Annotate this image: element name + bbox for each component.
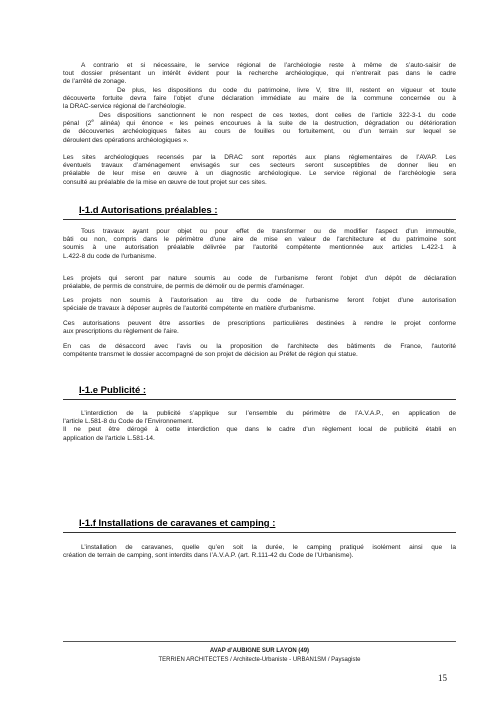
text-line: Les sites archéologiques recensés par la DRAC sont reportés aux plans réglementaires de l’AVAP. Les xyxy=(63,154,456,161)
text-line: de l’arrêté de zonage. xyxy=(63,78,127,86)
text-line: A contrario et si nécessaire, le service régional de l’archéologie reste à même de s’auto-saisir de xyxy=(81,62,456,69)
text-fragment: alinéa) qui énonce « les peines encourues à la suite de la destruction, dégradation ou détérioration xyxy=(93,120,456,128)
text-line: préalable de leur mise en œuvre à un diagnostic archéologique. Le service régional de l’archéologie sera xyxy=(63,170,456,178)
paragraph-travaux xyxy=(63,228,456,261)
text-line: De plus, les dispositions du code du patrimoine, livre V, titre III, restent en vigueur et toute xyxy=(117,87,456,94)
text-line: déroulent des opérations archéologiques ». xyxy=(63,136,189,144)
text-line: éventuels travaux d’aménagement envisagés sur ces secteurs seront susceptibles de donner lieu en xyxy=(63,162,456,170)
text-line: aux prescriptions du règlement de l'aire. xyxy=(63,328,179,336)
text-line: L.422-8 du code de l'urbanisme. xyxy=(63,252,157,260)
text-line: Des dispositions sanctionnent le non respect de ces textes, dont celles de l’article 322-3-1 du code xyxy=(99,112,456,119)
text-line: Il ne peut être dérogé à cette interdiction que dans le cadre d'un règlement local de publicité établi en xyxy=(63,426,456,434)
heading-text: I-1.e Publicité : xyxy=(79,385,147,396)
paragraph-desaccord xyxy=(63,343,456,359)
text-line: Tous travaux ayant pour objet ou pour effet de transformer ou de modifier l'aspect d'un immeuble, xyxy=(81,228,456,235)
page-number: 15 xyxy=(438,673,447,683)
section-heading-caravanes xyxy=(63,518,456,533)
text-line: Ces autorisations peuvent être assorties de prescriptions particulières destinées à rendre le projet conforme xyxy=(63,320,456,327)
text-line: application de l'article L.581-14. xyxy=(63,434,155,442)
paragraph-projets-soumis xyxy=(63,275,456,291)
paragraph-sanctions xyxy=(63,112,456,145)
text-line: la DRAC-service régional de l’archéologie. xyxy=(63,103,186,111)
superscript: e xyxy=(91,118,94,124)
paragraph-decouverte-fortuite xyxy=(63,87,456,112)
heading-text: I-1.f Installations de caravanes et camping : xyxy=(79,518,276,529)
text-fragment: pénal (2 xyxy=(63,120,92,128)
text-line: l'article L.581-8 du Code de l’Environnement. xyxy=(63,418,194,426)
footer-title: AVAP d’AUBIGNE SUR LAYON (49) xyxy=(209,648,310,654)
footer-divider xyxy=(63,641,456,642)
text-line: compétente transmet le dossier accompagné de son projet de décision au Préfet de région qui statue. xyxy=(63,351,358,359)
text-line: spéciale de travaux à déposer auprès de l'autorité compétente en matière d'urbanisme. xyxy=(63,305,316,313)
text-line: de découvertes archéologiques faites au cours de fouilles ou fortuitement, ou d’un terrain sur lequel se xyxy=(63,128,456,136)
text-line: L’installation de caravanes, quelle qu’en soit la durée, le camping pratiqué isolément ainsi que la xyxy=(81,544,456,551)
paragraph-caravanes xyxy=(63,544,456,560)
text-line: L’interdiction de la publicité s’applique sur l’ensemble du périmètre de l’A.V.A.P., en application de xyxy=(81,410,456,417)
text-line: consulté au préalable de la mise en œuvre de tout projet sur ces sites. xyxy=(63,178,267,186)
text-line: soumis à une autorisation préalable délivrée par l'autorité compétente mentionnée aux articles L.422-1 à xyxy=(63,244,456,252)
text-line: préalable, de permis de construire, de permis de démolir ou de permis d'aménager. xyxy=(63,283,305,291)
text-line: Les projets qui seront par nature soumis au code de l'urbanisme feront l'objet d'un dépôt de déclaration xyxy=(63,275,456,282)
text-line: bâti ou non, compris dans le périmètre d'une aire de mise en valeur de l'architecture et du patrimoine sont xyxy=(63,236,456,244)
paragraph-projets-non-soumis xyxy=(63,297,456,313)
paragraph-prescriptions xyxy=(63,320,456,336)
paragraph-publicite xyxy=(63,410,456,443)
section-heading-publicite xyxy=(63,385,456,400)
section-heading-autorisations xyxy=(63,205,456,220)
text-line: En cas de désaccord avec l'avis ou la proposition de l'architecte des bâtiments de France, l'autorité xyxy=(63,343,456,350)
heading-text: I-1.d Autorisations préalables : xyxy=(79,205,218,216)
paragraph-sites-archeologiques xyxy=(63,154,456,187)
text-line: découverte fortuite devra faire l’objet d’une déclaration immédiate au maire de la commune concernée ou à xyxy=(63,95,456,103)
text-line: Les projets non soumis à l'autorisation au titre du code de l'urbanisme feront l'objet d'une autorisation xyxy=(63,297,456,304)
text-line: tout dossier présentant un intérêt évident pour la recherche archéologique, qui n’entrerait pas dans le cadre xyxy=(63,70,456,78)
text-line: création de terrain de camping, sont interdits dans l’A.V.A.P. (art. R.111-42 du Code de l’Urbanisme). xyxy=(63,552,354,560)
footer-subtitle: TERRIEN ARCHITECTES / Architecte-Urbaniste - URBAN1SM / Paysagiste xyxy=(158,657,361,663)
text-line xyxy=(63,120,456,128)
paragraph-auto-saisir xyxy=(63,62,456,87)
